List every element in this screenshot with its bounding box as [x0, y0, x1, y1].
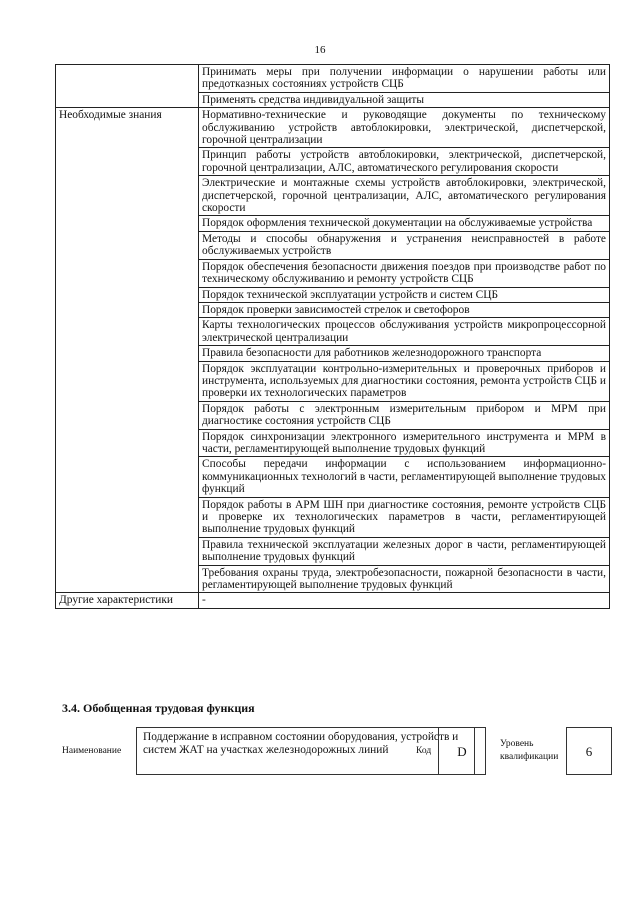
level-box: [566, 727, 612, 775]
section-title: 3.4. Обобщенная трудовая функция: [62, 701, 255, 715]
row-item: Способы передачи информации с использованием информационно-коммуникационных технологий в части, регламентирующей выполнение трудовых функций: [199, 457, 610, 497]
row-item: Порядок работы с электронным измерительным прибором и МРМ при диагностике состояния устройств СЦБ: [199, 401, 610, 429]
row-item: Требования охраны труда, электробезопасности, пожарной безопасности в части, регламентирующей выполнение трудовых функций: [199, 565, 610, 593]
table-row: [56, 593, 610, 608]
row-item: Нормативно-технические и руководящие документы по техническому обслуживанию устройств автоблокировки, электрической, диспетчерской, горочной централизации: [199, 108, 610, 148]
page-number: 16: [314, 44, 326, 56]
row-item: Порядок обеспечения безопасности движения поездов при производстве работ по техническому обслуживанию и ремонту устройств СЦБ: [199, 259, 610, 287]
row-item: Порядок технической эксплуатации устройств и систем СЦБ: [199, 287, 610, 302]
row-item: Порядок оформления технической документации на обслуживаемые устройства: [199, 216, 610, 231]
level-label: Уровень квалификации: [500, 739, 559, 762]
row-item: Принцип работы устройств автоблокировки, электрической, диспетчерской, горочной централизации, АЛС, автоматического регулирования скорости: [199, 148, 610, 176]
table-row: [56, 65, 610, 93]
row-item: Правила безопасности для работников железнодорожного транспорта: [199, 346, 610, 361]
code-box: [438, 727, 486, 775]
level-value: 6: [585, 744, 593, 759]
generalized-function-row: [62, 727, 612, 777]
row-item: Принимать меры при получении информации о нарушении работы или предотказных состояниях устройств СЦБ: [199, 65, 610, 93]
row-item: Порядок синхронизации электронного измерительного инструмента и МРМ в части, регламентирующей выполнение трудовых функций: [199, 429, 610, 457]
name-value: Поддержание в исправном состоянии оборудования, устройств и систем ЖАТ на участках железнодорожных линий: [143, 731, 459, 757]
row-item: -: [199, 593, 610, 608]
code-value: D: [457, 744, 467, 759]
row-item: Карты технологических процессов обслуживания устройств микропроцессорной электрической централизации: [199, 318, 610, 346]
code-label: Код: [416, 746, 432, 756]
name-label: Наименование: [62, 746, 122, 756]
table-row: [56, 108, 610, 148]
row-label: Другие характеристики: [56, 593, 199, 608]
row-item: Порядок работы в АРМ ШН при диагностике состояния, ремонте устройств СЦБ и проверке их технологических параметров в части, регламентирующей выполнение трудовых функций: [199, 497, 610, 537]
row-label: Необходимые знания: [56, 108, 199, 593]
row-item: Электрические и монтажные схемы устройств автоблокировки, электрической, диспетчерской, горочной централизации, АЛС, автоматического регулирования скорости: [199, 176, 610, 216]
row-item: Правила технической эксплуатации железных дорог в части, регламентирующей выполнение трудовых функций: [199, 537, 610, 565]
row-item: Порядок эксплуатации контрольно-измерительных и проверочных приборов и инструмента, используемых для диагностики состояния, ремонта устройств СЦБ и проверки их технологических параметров: [199, 361, 610, 401]
row-item: Методы и способы обнаружения и устранения неисправностей в работе обслуживаемых устройств: [199, 231, 610, 259]
knowledge-table: [55, 64, 610, 609]
row-item: Порядок проверки зависимостей стрелок и светофоров: [199, 302, 610, 317]
row-item: Применять средства индивидуальной защиты: [199, 92, 610, 107]
row-label: [56, 65, 199, 108]
